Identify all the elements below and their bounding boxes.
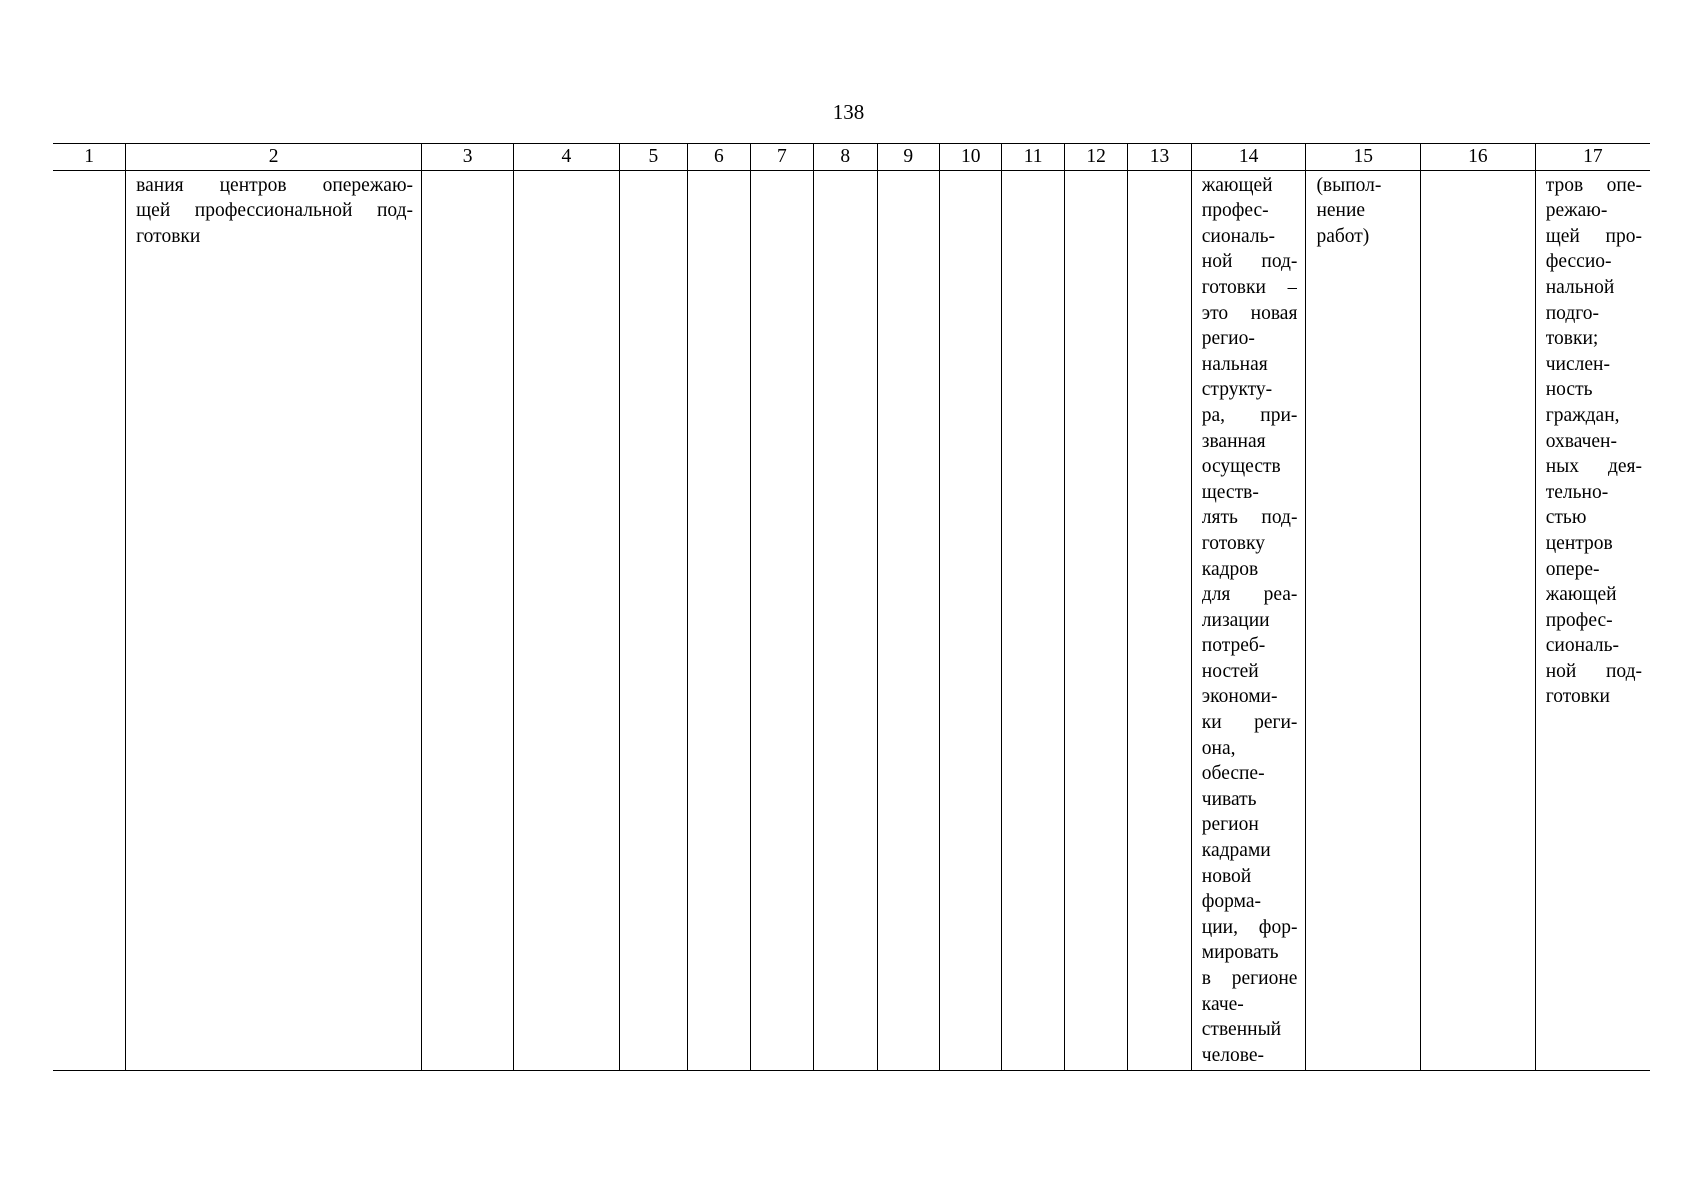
cell-text-line: экономи-: [1201, 686, 1278, 708]
table-row: [53, 170, 1650, 1070]
column-header-6: 6: [688, 144, 750, 171]
cell-text-line: числен-: [1545, 353, 1610, 375]
cell-text-line: нальная: [1201, 353, 1268, 375]
document-table: [53, 143, 1650, 1071]
cell-text-line: ных дея-: [1545, 456, 1642, 478]
cell-text-line: жающей: [1545, 584, 1617, 606]
cell-col-1: [53, 170, 126, 1070]
cell-col-9: [877, 170, 939, 1070]
cell-text-line: товки;: [1545, 328, 1599, 350]
cell-col-7: [750, 170, 813, 1070]
cell-text-line: нальной: [1545, 276, 1615, 298]
cell-text-line: вания центров опережаю-: [136, 174, 414, 196]
cell-text-line: сиональ-: [1545, 635, 1619, 657]
cell-text-line: для реа-: [1201, 584, 1298, 606]
cell-text-line: опере-: [1545, 558, 1600, 580]
cell-col-4: [514, 170, 619, 1070]
cell-col-2: [126, 170, 422, 1070]
cell-text-line: готовки: [1545, 686, 1610, 708]
cell-text-line: граждан,: [1545, 404, 1620, 426]
column-header-10: 10: [939, 144, 1001, 171]
cell-text-line: регион: [1201, 814, 1259, 836]
cell-text-line: профес-: [1201, 200, 1269, 222]
column-header-1: 1: [53, 144, 126, 171]
column-header-14: 14: [1191, 144, 1306, 171]
cell-text-line: ществ-: [1201, 481, 1259, 503]
column-header-11: 11: [1002, 144, 1064, 171]
cell-text-line: стью: [1545, 507, 1587, 529]
cell-text-line: ции, фор-: [1201, 916, 1298, 938]
cell-text-line: чивать: [1201, 788, 1257, 810]
cell-text-line: щей профессиональной под-: [136, 200, 414, 222]
cell-text-line: сиональ-: [1201, 225, 1276, 247]
cell-col-5: [619, 170, 688, 1070]
cell-text-line: ностей: [1201, 660, 1259, 682]
column-header-16: 16: [1421, 144, 1536, 171]
cell-text-line: ра, при-: [1201, 404, 1298, 426]
cell-col-15: [1306, 170, 1421, 1070]
cell-text-line: ственный: [1201, 1019, 1282, 1041]
cell-text-line: щей про-: [1545, 225, 1642, 247]
cell-col-6: [688, 170, 750, 1070]
column-header-9: 9: [877, 144, 939, 171]
cell-col-3: [422, 170, 514, 1070]
cell-text-line: фессио-: [1545, 251, 1612, 273]
column-header-3: 3: [422, 144, 514, 171]
cell-col-10: [939, 170, 1001, 1070]
cell-text-line: ной под-: [1201, 251, 1298, 273]
cell-text-line: в регионе: [1201, 968, 1298, 989]
column-header-5: 5: [619, 144, 688, 171]
column-header-12: 12: [1064, 144, 1127, 171]
cell-text-line: форма-: [1201, 891, 1261, 913]
cell-text-line: мировать: [1201, 942, 1279, 964]
cell-text-line: готовку: [1201, 532, 1265, 554]
cell-text-line: тельно-: [1545, 481, 1609, 503]
cell-col-11: [1002, 170, 1064, 1070]
cell-text-line: осуществ: [1201, 456, 1281, 478]
cell-text-line: регио-: [1201, 328, 1255, 350]
column-header-13: 13: [1128, 144, 1191, 171]
cell-text-line: тров опе-: [1545, 174, 1642, 196]
cell-col-14: [1191, 170, 1306, 1070]
column-header-15: 15: [1306, 144, 1421, 171]
cell-text-line: режаю-: [1545, 200, 1608, 222]
cell-text-line: жающей: [1201, 174, 1273, 196]
cell-text-line: ной под-: [1545, 660, 1642, 682]
cell-text-line: кадров: [1201, 558, 1259, 580]
cell-text-line: званная: [1201, 430, 1266, 452]
cell-text-line: каче-: [1201, 993, 1244, 1015]
column-header-4: 4: [514, 144, 619, 171]
cell-text-line: работ): [1316, 225, 1370, 247]
cell-text-line: готовки: [136, 225, 201, 247]
cell-text-line: она,: [1201, 737, 1236, 759]
cell-col-13: [1128, 170, 1191, 1070]
cell-col-16: [1421, 170, 1536, 1070]
cell-text-line: структу-: [1201, 379, 1273, 401]
column-header-7: 7: [750, 144, 813, 171]
cell-text-line: это новая: [1201, 302, 1298, 324]
cell-col-8: [814, 170, 877, 1070]
cell-text-line: подго-: [1545, 302, 1600, 324]
cell-col-17: [1535, 170, 1650, 1070]
cell-text-line: нение: [1316, 200, 1366, 222]
column-header-2: 2: [126, 144, 422, 171]
cell-text-line: кадрами: [1201, 840, 1271, 862]
cell-text-line: потреб-: [1201, 635, 1266, 657]
column-header-17: 17: [1535, 144, 1650, 171]
cell-col-12: [1064, 170, 1127, 1070]
cell-text-line: профес-: [1545, 609, 1613, 631]
cell-text-line: готовки –: [1201, 276, 1298, 298]
cell-text-line: обеспе-: [1201, 763, 1265, 785]
cell-text-line: лять под-: [1201, 507, 1298, 529]
page-number: 138: [832, 100, 865, 124]
table-header-row: [53, 144, 1650, 171]
cell-text-line: лизации: [1201, 609, 1270, 631]
cell-text-line: ки реги-: [1201, 712, 1298, 734]
cell-text-line: охвачен-: [1545, 430, 1617, 452]
cell-text-line: новой: [1201, 865, 1252, 887]
cell-text-line: (выпол-: [1316, 174, 1382, 196]
column-header-8: 8: [814, 144, 877, 171]
cell-text-line: челове-: [1201, 1044, 1264, 1066]
cell-text-line: ность: [1545, 379, 1593, 401]
cell-text-line: центров: [1545, 532, 1613, 554]
